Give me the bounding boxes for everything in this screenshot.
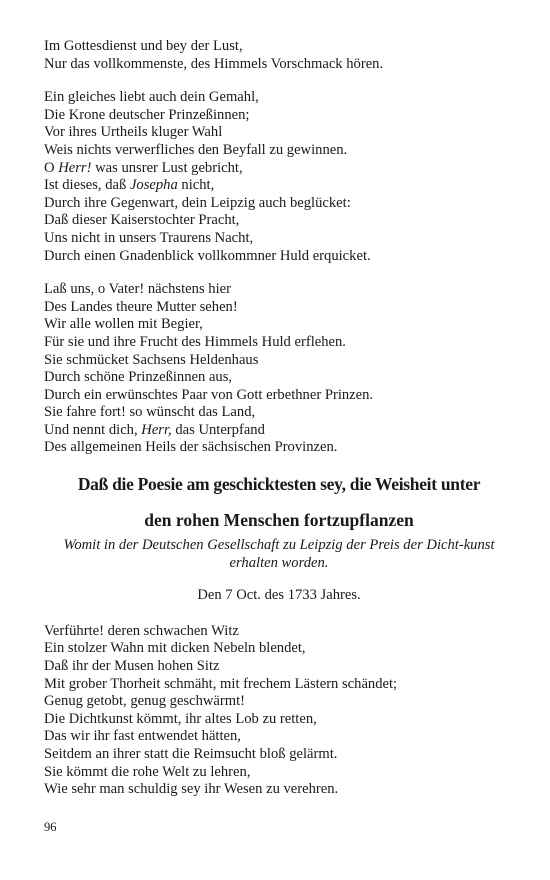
poem-date: Den 7 Oct. des 1733 Jahres. xyxy=(197,587,361,604)
verse-line: Durch einen Gnadenblick vollkommner Huld erquicket. xyxy=(44,247,371,264)
stanza-1 xyxy=(44,38,514,73)
verse-line: Verführte! deren schwachen Witz xyxy=(44,622,239,639)
verse-line: Daß dieser Kaiserstochter Pracht, xyxy=(44,212,240,229)
stanza-4 xyxy=(44,623,514,799)
poem-subtitle: Womit in der Deutschen Gesellschaft zu Leipzig der Preis der Dicht-kunst erhalten worden. xyxy=(63,537,495,571)
verse-text: Ist dieses, daß xyxy=(44,177,130,194)
verse-line: Durch ein erwünschtes Paar von Gott erbethner Prinzen. xyxy=(44,386,374,403)
verse-line: Daß ihr der Musen hohen Sitz xyxy=(44,658,220,675)
verse-line: Vor ihres Urtheils kluger Wahl xyxy=(44,124,223,141)
verse-line: Sie fahre fort! so wünscht das Land, xyxy=(44,404,256,421)
verse-line: Nur das vollkommenste, des Himmels Vorschmack hören. xyxy=(44,55,384,72)
verse-text: Und nennt dich, xyxy=(44,421,142,438)
verse-line: Durch schöne Prinzeßinnen aus, xyxy=(44,369,233,386)
verse-line: Des allgemeinen Heils der sächsischen Provinzen. xyxy=(44,439,338,456)
verse-line: Ein gleiches liebt auch dein Gemahl, xyxy=(44,89,259,106)
stanza-2 xyxy=(44,89,514,265)
verse-line: Das wir ihr fast entwendet hätten, xyxy=(44,728,241,745)
verse-line: Durch ihre Gegenwart, dein Leipzig auch beglücket: xyxy=(44,194,351,211)
verse-line: Mit grober Thorheit schmäht, mit frechem Lästern schändet; xyxy=(44,675,398,692)
verse-line xyxy=(44,160,514,178)
verse-line: Seitdem an ihrer statt die Reimsucht bloß gelärmt. xyxy=(44,746,338,762)
verse-text: das Unterpfand xyxy=(171,421,265,438)
emphasis-josepha: Josepha xyxy=(129,177,178,194)
verse-text: was unsrer Lust gebricht, xyxy=(91,159,243,176)
verse-line: Wir alle wollen mit Begier, xyxy=(44,316,203,333)
verse-text: nicht, xyxy=(177,177,215,194)
verse-line: Im Gottesdienst und bey der Lust, xyxy=(44,38,243,54)
verse-line xyxy=(44,177,514,195)
verse-line: Für sie und ihre Frucht des Himmels Huld erflehen. xyxy=(44,333,346,350)
poem-title-line-2: den rohen Menschen fortzupflanzen xyxy=(144,510,414,531)
verse-line: Die Krone deutscher Prinzeßinnen; xyxy=(44,106,250,123)
emphasis-herr: Herr, xyxy=(141,421,172,438)
verse-line: Ein stolzer Wahn mit dicken Nebeln blendet, xyxy=(44,640,306,657)
verse-line: Des Landes theure Mutter sehen! xyxy=(44,298,238,315)
verse-line: Die Dichtkunst kömmt, ihr altes Lob zu retten, xyxy=(44,710,317,727)
verse-line xyxy=(44,422,514,440)
emphasis-herr: Herr! xyxy=(58,159,92,176)
verse-line: Sie schmücket Sachsens Heldenhaus xyxy=(44,351,259,368)
verse-line: Sie kömmt die rohe Welt zu lehren, xyxy=(44,763,251,780)
verse-text: O xyxy=(44,159,59,176)
verse-line: Weis nichts verwerfliches den Beyfall zu gewinnen. xyxy=(44,141,348,158)
verse-line: Genug getobt, genug geschwärmt! xyxy=(44,693,246,710)
stanza-3 xyxy=(44,281,514,457)
poem-title-line-1: Daß die Poesie am geschicktesten sey, die Weisheit unter xyxy=(77,474,481,495)
verse-line: Wie sehr man schuldig sey ihr Wesen zu verehren. xyxy=(44,781,339,798)
verse-line: Laß uns, o Vater! nächstens hier xyxy=(44,281,231,298)
page-body xyxy=(44,38,514,815)
page-number: 96 xyxy=(44,820,57,834)
verse-line: Uns nicht in unsers Traurens Nacht, xyxy=(44,229,254,246)
